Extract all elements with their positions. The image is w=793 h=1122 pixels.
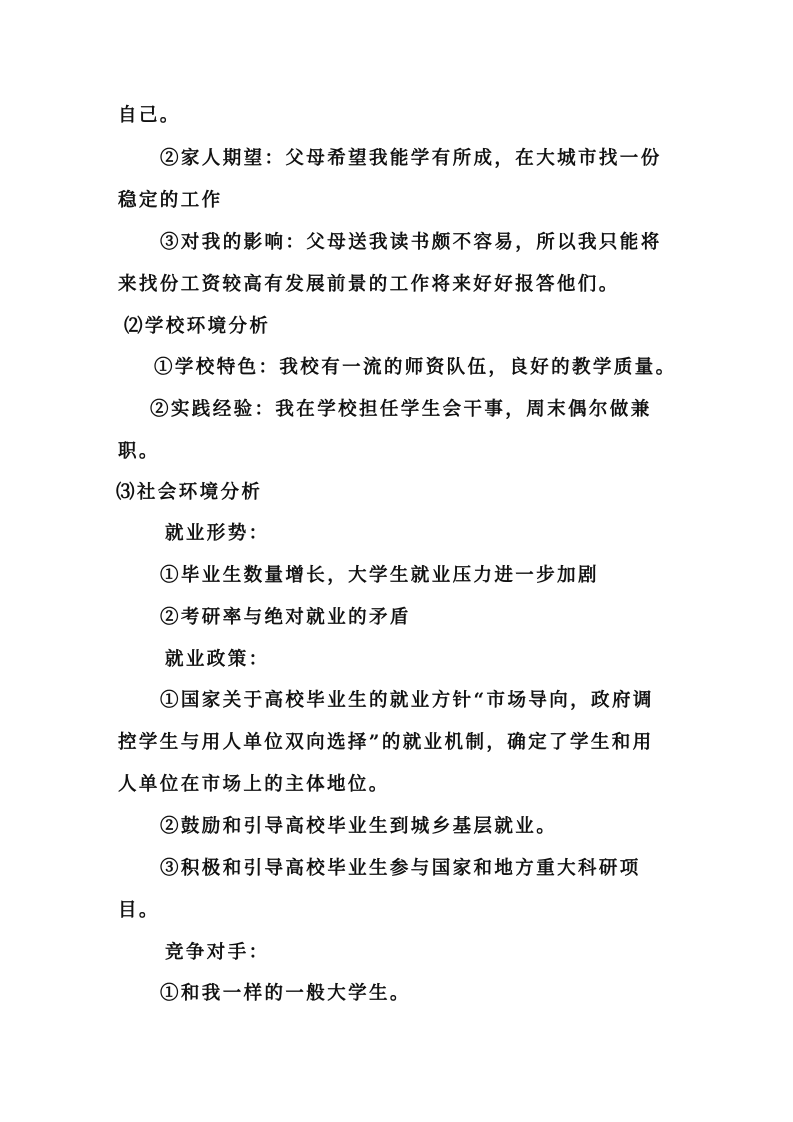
- text-line: 自己。: [118, 105, 181, 126]
- text-line: ①和我一样的一般大学生。: [160, 983, 411, 1004]
- text-line: 来找份工资较高有发展前景的工作将来好好报答他们。: [118, 274, 620, 295]
- subheading: 就业形势：: [165, 523, 270, 544]
- text-line: ①学校特色：我校有一流的师资队伍，良好的教学质量。: [154, 357, 677, 378]
- text-line: 人单位在市场上的主体地位。: [118, 774, 390, 795]
- subheading: 就业政策：: [165, 649, 270, 670]
- text-line: ③对我的影响：父母送我读书颇不容易，所以我只能将: [160, 232, 662, 253]
- text-line: ①国家关于高校毕业生的就业方针“市场导向，政府调: [160, 690, 654, 711]
- section-heading: ⑶社会环境分析: [116, 482, 263, 503]
- text-line: ②考研率与绝对就业的矛盾: [160, 607, 411, 628]
- text-line: ①毕业生数量增长，大学生就业压力进一步加剧: [160, 565, 599, 586]
- text-line: 稳定的工作: [118, 190, 223, 211]
- text-line: 目。: [118, 900, 160, 921]
- text-line: ②家人期望：父母希望我能学有所成，在大城市找一份: [160, 148, 662, 169]
- text-line: ②实践经验：我在学校担任学生会干事，周末偶尔做兼: [150, 399, 652, 420]
- text-line: ③积极和引导高校毕业生参与国家和地方重大科研项: [160, 858, 641, 879]
- text-line: ②鼓励和引导高校毕业生到城乡基层就业。: [160, 816, 558, 837]
- text-line: 职。: [118, 441, 160, 462]
- subheading: 竞争对手：: [165, 942, 270, 963]
- section-heading: ⑵学校环境分析: [124, 316, 271, 337]
- text-line: 控学生与用人单位双向选择”的就业机制，确定了学生和用: [118, 732, 654, 753]
